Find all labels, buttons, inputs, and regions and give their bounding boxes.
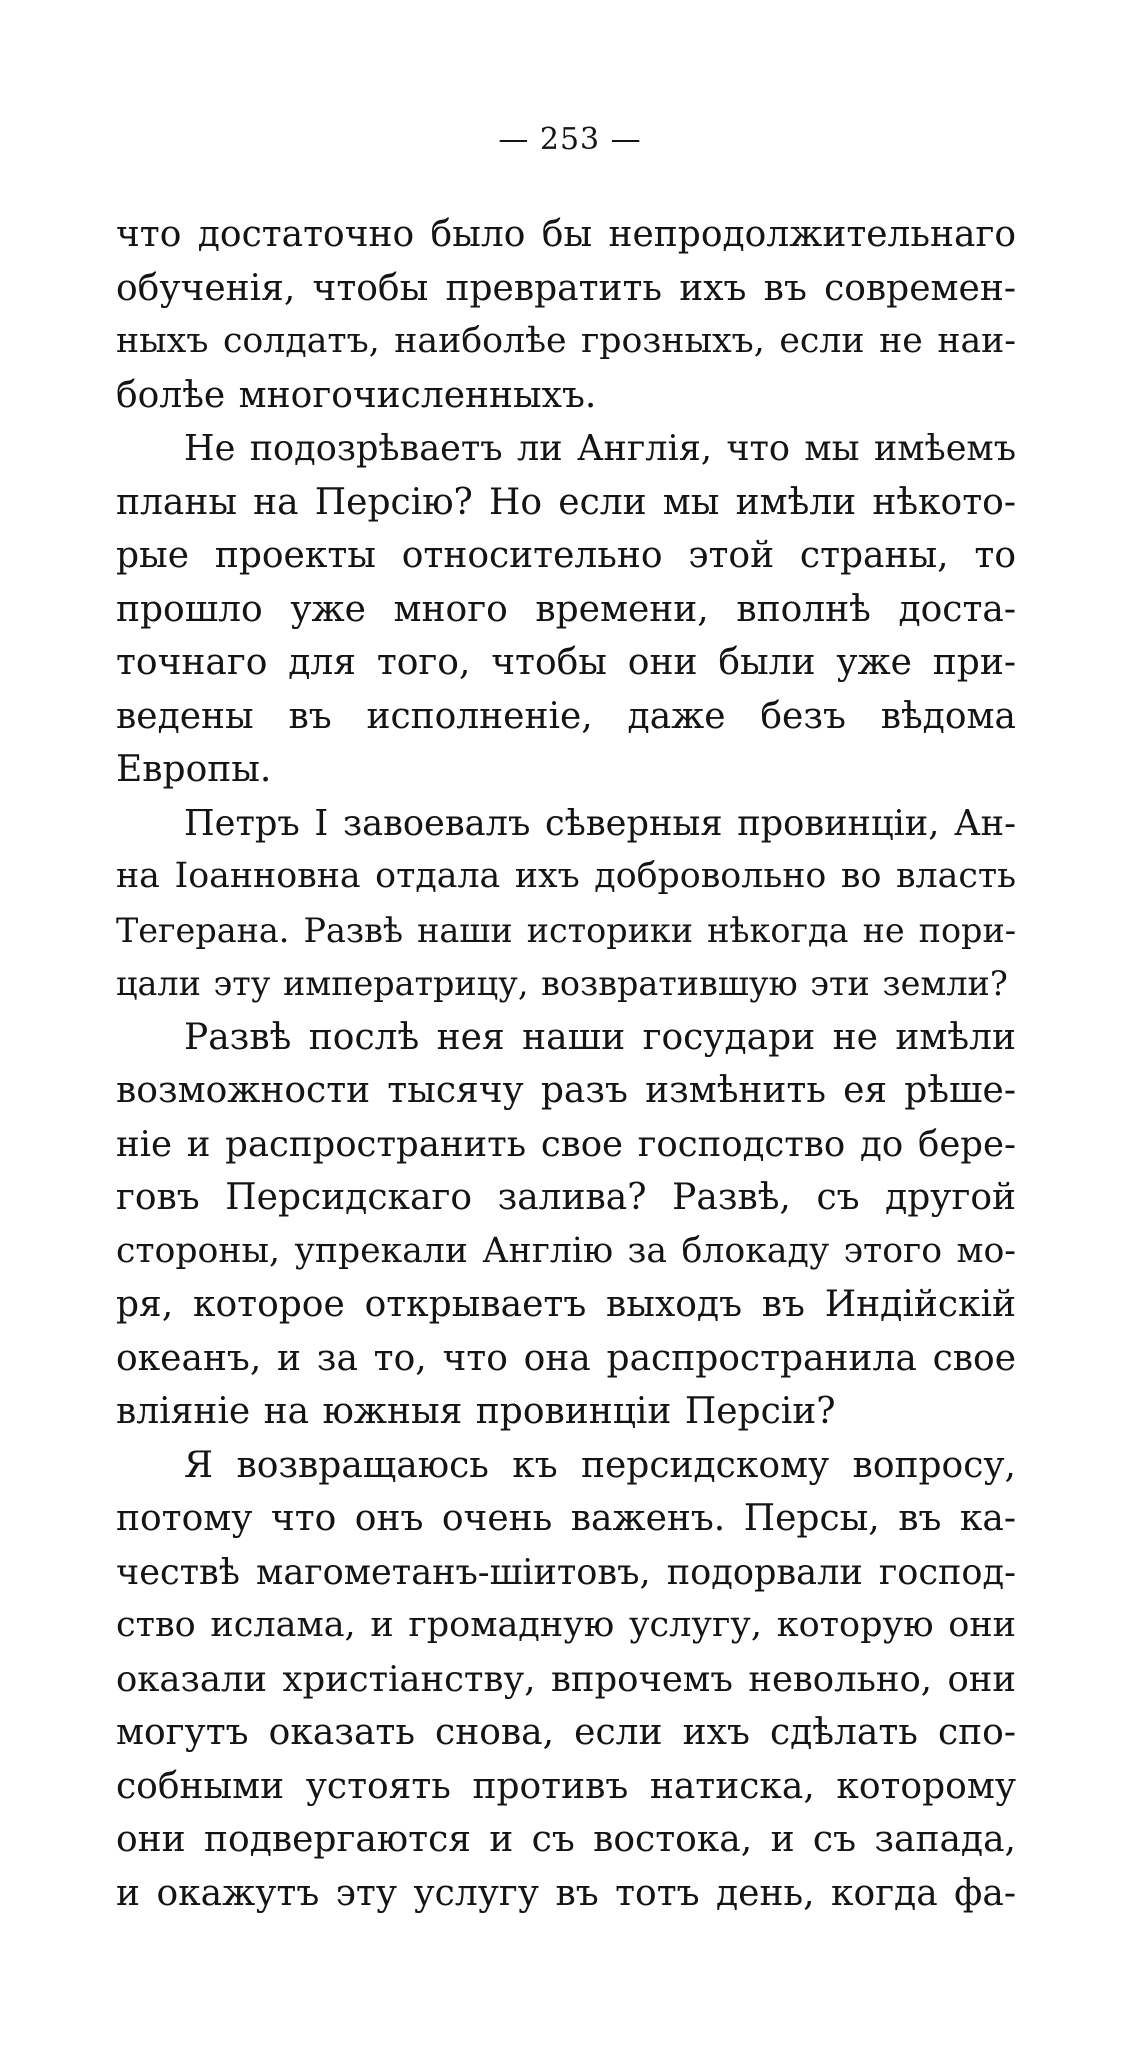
text-line: Европы. (116, 749, 272, 790)
paragraph-3 (116, 797, 1016, 1011)
text-line: болѣе многочисленныхъ. (116, 374, 597, 416)
text-line: и окажутъ эту услугу въ тотъ день, когда фа- (116, 1872, 1016, 1914)
body-text (116, 208, 1016, 1920)
text-line: ныхъ солдатъ, наиболѣе грозныхъ, если не наи- (116, 321, 1016, 361)
paragraph-4 (116, 1011, 1016, 1439)
text-line: точнаго для того, чтобы они были уже при- (116, 642, 1016, 683)
text-line: цали эту императрицу, возвратившую эти земли? (116, 964, 1008, 1003)
text-line: ніе и распространить свое господство до бере- (116, 1123, 1016, 1165)
text-line: Я возвращаюсь къ персидскому вопросу, (184, 1444, 1016, 1486)
text-line: рые проекты относительно этой страны, то (116, 535, 1016, 576)
text-line: Тегерана. Развѣ наши историки нѣкогда не пори- (116, 910, 1016, 950)
text-line: ведены въ исполненіе, даже безъ вѣдома (116, 695, 1016, 737)
text-line: чествѣ магометанъ-шіитовъ, подорвали господ- (116, 1551, 1016, 1593)
text-line: Не подозрѣваетъ ли Англія, что мы имѣемъ (184, 428, 1016, 469)
text-line: потому что онъ очень важенъ. Персы, въ ка- (116, 1498, 1016, 1539)
paragraph-1 (116, 208, 1016, 422)
text-line: они подвергаются и съ востока, и съ запада, (116, 1819, 1016, 1860)
text-line: Развѣ послѣ нея наши государи не имѣли (184, 1016, 1016, 1058)
text-line: ря, которое открываетъ выходъ въ Индійскій (116, 1284, 1016, 1325)
text-line: прошло уже много времени, вполнѣ доста- (116, 588, 1016, 630)
text-line: океанъ, и за то, что она распространила свое (116, 1337, 1016, 1379)
text-line: стороны, упрекали Англію за блокаду этого мо- (116, 1230, 1016, 1271)
text-line: ство ислама, и громадную услугу, которую они (116, 1605, 1016, 1645)
paragraph-5 (116, 1439, 1016, 1921)
text-line: собными устоять противъ натиска, которому (116, 1765, 1016, 1807)
text-line: обученія, чтобы превратить ихъ въ современ- (116, 267, 1016, 309)
text-line: могутъ оказать снова, если ихъ сдѣлать спо- (116, 1712, 1016, 1753)
text-line: что достаточно было бы непродолжительнаго (116, 214, 1016, 255)
page-number: — 253 — (498, 122, 642, 157)
text-line: возможности тысячу разъ измѣнить ея рѣше- (116, 1070, 1016, 1111)
text-line: на Іоанновна отдала ихъ добровольно во власть (116, 856, 1016, 896)
text-line: Петръ I завоевалъ сѣверныя провинціи, Ан- (184, 802, 1016, 844)
paragraph-2 (116, 422, 1016, 797)
text-line: вліяніе на южныя провинціи Персіи? (116, 1391, 836, 1432)
text-line: говъ Персидскаго залива? Развѣ, съ другой (116, 1177, 1016, 1218)
text-line: оказали христіанству, впрочемъ невольно, они (116, 1658, 1016, 1700)
text-line: планы на Персію? Но если мы имѣли нѣкото- (116, 481, 1016, 523)
